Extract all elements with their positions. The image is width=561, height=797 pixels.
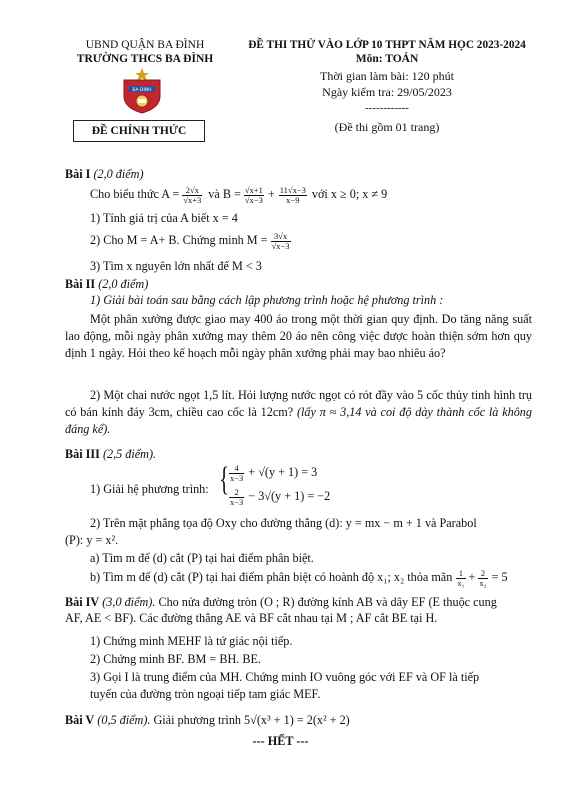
section-4-question-2: 2) Chứng minh BF. BM = BH. BE. [90,652,261,666]
section-3-heading: Bài III (2,5 điểm). [65,447,157,461]
section-4-question-3-line2: tuyến của đường tròn ngoại tiếp tam giác MEF. [90,687,321,701]
exam-date: Ngày kiểm tra: 29/05/2023 [322,85,452,99]
section-4-question-3-line1: 3) Gọi I là trung điểm của MH. Chứng minh IO vuông góc với EF và OF là tiếp [90,670,480,684]
section-2-question-1-intro: 1) Giải bài toán sau bằng cách lập phương trình hoặc hệ phương trình : [90,293,444,307]
section-3-question-1-label: 1) Giải hệ phương trình: [90,482,209,496]
school-district: UBND QUẬN BA ĐÌNH [85,39,205,51]
section-3-question-2-line2: (P): y = x². [65,533,119,547]
section-2-question-2-body: 2) Một chai nước ngọt 1,5 lít. Hỏi lượng nước ngọt có rót đầy vào 5 cốc thủy tinh hình trụ có bán kính đáy 3cm, chiều cao cốc là 12cm? (lấy π ≈ 3,14 và coi độ dày thành cốc là không đáng kể). [65,388,532,437]
header-divider: ------------ [365,102,409,114]
section-4-heading: Bài IV (3,0 điểm). Cho nửa đường tròn (O ; R) đường kính AB và dây EF (E thuộc cung [65,595,497,609]
section-2-question-1-body: Một phân xưởng được giao may 400 áo trong một thời gian quy định. Do tăng năng suất lao động, mỗi ngày phân xưởng may thêm 20 áo nên công việc được hoàn thiện sớm hơn quy định 1 ngày. Hỏi theo kế hoạch mỗi ngày phân xưởng phải may bao nhiêu áo? [65,312,532,361]
end-marker: --- HẾT --- [252,734,309,748]
section-2-heading: Bài II (2,0 điểm) [65,277,149,291]
system-equation-1: $\frac{4}{x-3}$ + √(y + 1) = 3 [230,463,318,483]
exam-title: ĐỀ THI THỬ VÀO LỚP 10 THPT NĂM HỌC 2023-2024 [248,39,526,51]
section-1-question-3: 3) Tìm x nguyên lớn nhất để M < 3 [90,259,262,273]
official-exam-label: ĐỀ CHÍNH THỨC [73,120,205,142]
section-3-question-2-line1: 2) Trên mặt phẳng tọa độ Oxy cho đường thẳng (d): y = mx − m + 1 và Parabol [90,516,477,530]
system-brace: { [219,461,230,498]
section-1-question-1: 1) Tính giá trị của A biết x = 4 [90,211,238,225]
school-name: TRƯỜNG THCS BA ĐÌNH [76,53,214,65]
section-5-heading: Bài V (0,5 điểm). Giải phương trình 5√(x³ + 1) = 2(x² + 2) [65,713,350,727]
section-4-question-1: 1) Chứng minh MEHF là tứ giác nội tiếp. [90,634,293,648]
svg-text:BA ĐÌNH: BA ĐÌNH [132,87,152,93]
section-1-expression: Cho biểu thức A = $\frac{2√x}{√x+3}$ và B = $\frac{√x+1}{√x-3}$ + $\frac{11√x-3}{x-9}$ với x ≥ 0; x ≠ 9 [90,185,388,205]
section-1-heading: Bài I (2,0 điểm) [65,167,144,181]
section-3-question-2b: b) Tìm m để (d) cắt (P) tại hai điểm phân biệt có hoành độ x₁; x₂ thỏa mãn $\frac{1}{\text{x₁}}$ + $\frac{2}{\text{x₂}}$ = 5 [90,568,508,588]
system-equation-2: $\frac{2}{x-3}$ − 3√(y + 1) = −2 [230,487,331,507]
section-1-question-2: 2) Cho M = A+ B. Chứng minh M = $\frac{3√x}{√x-3}$ [90,231,290,251]
section-3-question-2a: a) Tìm m để (d) cắt (P) tại hai điểm phân biệt. [90,551,314,565]
exam-duration: Thời gian làm bài: 120 phút [320,69,454,83]
exam-subject: Môn: TOÁN [355,53,419,65]
school-logo [117,68,167,114]
section-4-intro-line2: AF, AE < BF). Các đường thẳng AE và BF cắt nhau tại M ; AF cắt BE tại H. [65,611,438,625]
page-count-note: (Đề thi gồm 01 trang) [334,120,440,134]
